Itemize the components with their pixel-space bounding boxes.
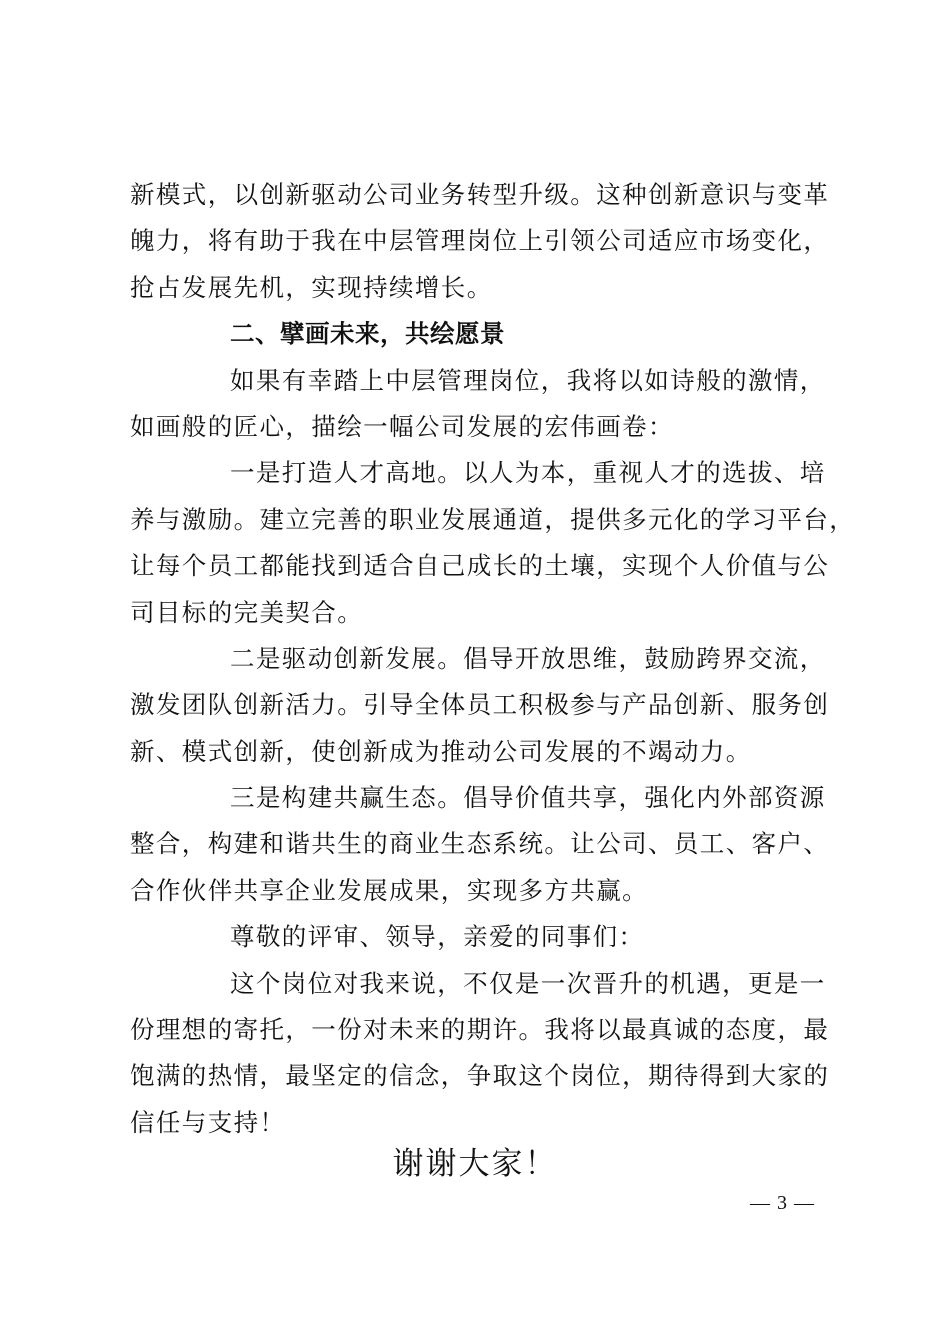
paragraph-line: 一是打造人才高地。以人为本，重视人才的选拔、培 bbox=[230, 458, 826, 488]
paragraph-line: 如果有幸踏上中层管理岗位，我将以如诗般的激情， bbox=[230, 365, 826, 395]
paragraph-line: 新模式，以创新驱动公司业务转型升级。这种创新意识与变革 bbox=[130, 180, 830, 209]
paragraph-line: 份理想的寄托，一份对未来的期许。我将以最真诚的态度，最 bbox=[130, 1015, 830, 1045]
paragraph-line: 这个岗位对我来说，不仅是一次晋升的机遇，更是一 bbox=[230, 968, 826, 998]
section-heading: 二、擘画未来，共绘愿景 bbox=[230, 319, 505, 349]
paragraph-line: 魄力，将有助于我在中层管理岗位上引领公司适应市场变化， bbox=[130, 226, 830, 256]
paragraph-line: 抢占发展先机，实现持续增长。 bbox=[130, 272, 493, 302]
page-number: — 3 — bbox=[750, 1192, 815, 1214]
paragraph-line: 新、模式创新，使创新成为推动公司发展的不竭动力。 bbox=[130, 736, 752, 766]
paragraph-line: 司目标的完美契合。 bbox=[130, 597, 364, 627]
paragraph-line: 养与激励。建立完善的职业发展通道，提供多元化的学习平台， bbox=[130, 504, 856, 534]
paragraph-line: 二是驱动创新发展。倡导开放思维，鼓励跨界交流， bbox=[230, 643, 826, 673]
paragraph-line: 饱满的热情，最坚定的信念，争取这个岗位，期待得到大家的 bbox=[130, 1061, 830, 1091]
paragraph-line: 让每个员工都能找到适合自己成长的土壤，实现个人价值与公 bbox=[130, 551, 830, 581]
paragraph-line: 如画般的匠心，描绘一幅公司发展的宏伟画卷： bbox=[130, 411, 674, 441]
paragraph-line: 信任与支持！ bbox=[130, 1107, 286, 1137]
paragraph-line: 整合，构建和谐共生的商业生态系统。让公司、员工、客户、 bbox=[130, 829, 830, 859]
paragraph-line: 激发团队创新活力。引导全体员工积极参与产品创新、服务创 bbox=[130, 690, 830, 720]
salutation-line: 尊敬的评审、领导，亲爱的同事们： bbox=[230, 922, 645, 952]
paragraph-line: 三是构建共赢生态。倡导价值共享，强化内外部资源 bbox=[230, 783, 826, 813]
body-text bbox=[130, 172, 856, 1146]
paragraph-line: 合作伙伴共享企业发展成果，实现多方共赢。 bbox=[130, 875, 648, 905]
closing-thanks: 谢谢大家！ bbox=[392, 1146, 558, 1182]
